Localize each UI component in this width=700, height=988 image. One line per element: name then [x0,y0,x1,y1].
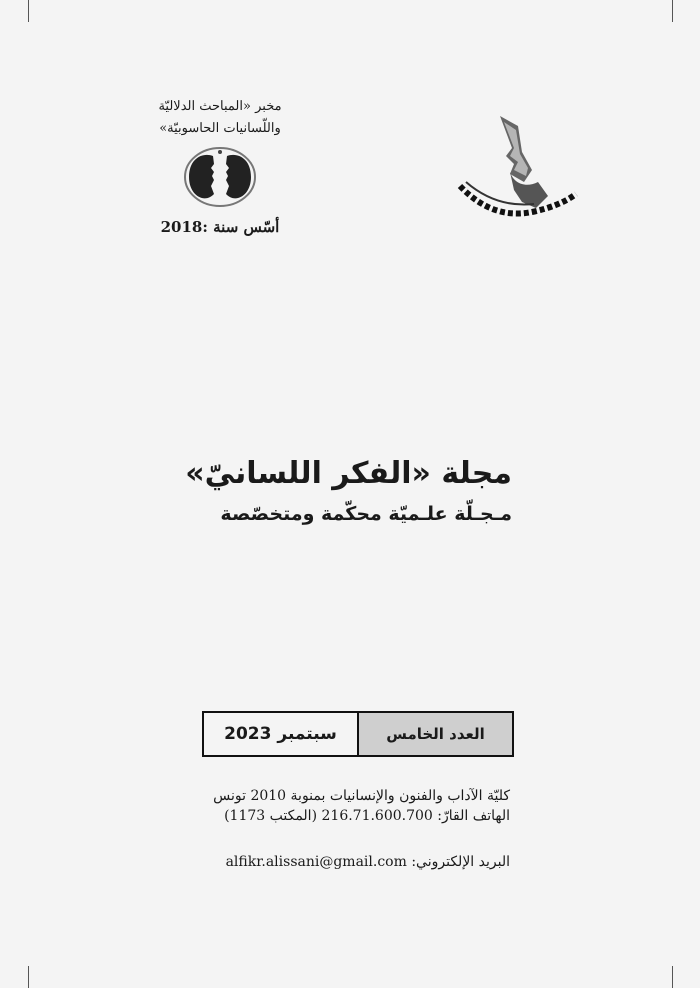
crop-mark [28,0,29,22]
crop-mark [28,966,29,988]
address-line: كليّة الآداب والفنون والإنسانيات بمنوبة 2010 تونس [213,788,510,804]
journal-title: مجلة «الفكر اللسانيّ» [185,456,512,491]
lab-faces-logo-icon [183,146,257,208]
crop-mark [672,0,673,22]
faculty-logo-icon [452,112,582,224]
lab-name-line1: مخبر «المباحث الدلاليّة [158,99,282,114]
lab-name-line2: واللّسانيات الحاسوبيّة» [159,121,281,136]
issue-date: سبتمبر 2023 [224,724,337,744]
founded-year: أسّس سنة :2018 [160,218,280,236]
issue-box [202,711,514,757]
contact-block [213,786,510,826]
phone-line: الهاتف القارّ: 216.71.600.700 (المكتب 1173) [224,808,510,824]
lab-block [120,96,320,236]
issue-number: العدد الخامس [357,713,512,755]
journal-subtitle: مـجـلّة علـميّة محكّمة ومتخصّصة [220,503,512,525]
email-line: البريد الإلكتروني: alfikr.alissani@gmail.com [225,854,510,870]
crop-mark [672,966,673,988]
